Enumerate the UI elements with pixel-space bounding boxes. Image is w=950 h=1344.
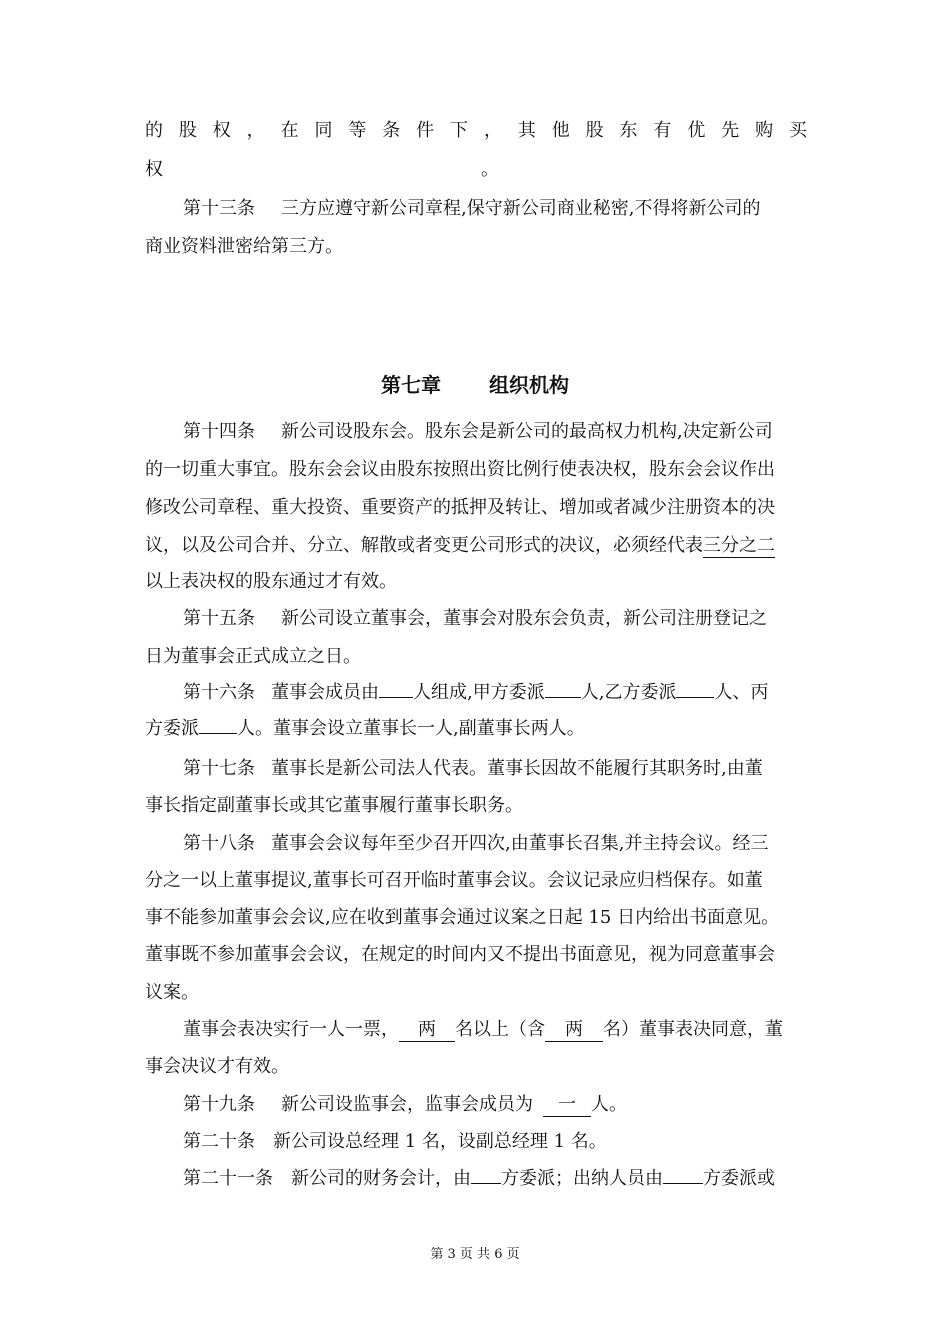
article-21 <box>183 1166 807 1192</box>
blank-field <box>676 697 714 698</box>
article-number: 第十八条 <box>183 833 255 854</box>
underlined-value: 两 <box>399 1019 455 1042</box>
chapter-number: 第七章 <box>381 373 441 397</box>
text-fragment: 方委派；出纳人员由 <box>501 1168 663 1189</box>
paragraph-line: 董事既不参加董事会会议，在规定的时间内又不提出书面意见，视为同意董事会 <box>145 944 775 965</box>
underlined-value: 三分之二 <box>703 535 775 556</box>
paragraph-line: 事会决议才有效。 <box>145 1056 289 1077</box>
article-text: 新公司设总经理 1 名，设副总经理 1 名。 <box>273 1131 607 1152</box>
article-18 <box>183 831 807 857</box>
text-fragment: 董事会表决实行一人一票， <box>183 1019 399 1040</box>
text-fragment: 人,乙方委派 <box>580 682 677 703</box>
blank-field <box>471 1183 501 1184</box>
article-text: 董事长是新公司法人代表。董事长因故不能履行其职务时,由董 <box>271 758 763 779</box>
article-number: 第二十条 <box>183 1131 255 1152</box>
blank-field <box>663 1183 703 1184</box>
paragraph-line: 分之一以上董事提议,董事长可召开临时董事会议。会议记录应归档保存。如董 <box>145 870 763 891</box>
article-text: 董事会会议每年至少召开四次,由董事长召集,并主持会议。经三 <box>271 833 769 854</box>
paragraph-line: 事长指定副董事长或其它董事履行董事长职务。 <box>145 795 523 816</box>
paragraph-line <box>145 716 807 742</box>
text-fragment: 方委派 <box>145 718 199 739</box>
paragraph-line: 商业资料泄密给第三方。 <box>145 236 343 257</box>
paragraph-line: 日为董事会正式成立之日。 <box>145 646 361 667</box>
article-number: 第十九条 <box>183 1094 255 1115</box>
underlined-value: 一 <box>543 1094 591 1117</box>
text-fragment: 人组成,甲方委派 <box>413 682 545 703</box>
text-fragment: 人。董事会设立董事长一人,副董事长两人。 <box>237 718 585 739</box>
article-16 <box>183 680 807 706</box>
article-text: 新公司设股东会。股东会是新公司的最高权力机构,决定新公司 <box>281 421 773 442</box>
text-fragment: 人。 <box>591 1094 627 1115</box>
paragraph-line: 以上表决权的股东通过才有效。 <box>145 571 397 592</box>
blank-field <box>545 697 581 698</box>
text-fragment: 新公司的财务会计，由 <box>291 1168 471 1189</box>
chapter-title <box>0 371 950 399</box>
text-fragment: 新公司设监事会，监事会成员为 <box>281 1094 533 1115</box>
chapter-name: 组织机构 <box>489 373 569 397</box>
article-number: 第十三条 <box>183 198 255 219</box>
paragraph-line: 的股权，在同等条件下，其他股东有优先购买 <box>145 120 807 141</box>
article-text: 三方应遵守新公司章程,保守新公司商业秘密,不得将新公司的 <box>281 198 761 219</box>
text-fragment: 人、丙 <box>714 682 769 703</box>
blank-field <box>199 733 237 734</box>
article-number: 第十六条 <box>183 682 255 703</box>
text-fragment: 议，以及公司合并、分立、解散或者变更公司形式的决议，必须经代表 <box>145 535 703 556</box>
article-13 <box>183 196 807 222</box>
article-number: 第二十一条 <box>183 1168 273 1189</box>
text-fragment: 方委派或 <box>703 1168 775 1189</box>
paragraph-line <box>145 157 807 183</box>
text-fragment: 名以上（含 <box>455 1019 545 1040</box>
text-fragment: 权 <box>145 159 163 180</box>
article-14 <box>183 419 807 445</box>
article-text: 新公司设立董事会，董事会对股东会负责，新公司注册登记之 <box>281 608 767 629</box>
paragraph-line <box>145 533 807 559</box>
paragraph-line: 议案。 <box>145 982 199 1003</box>
article-19 <box>183 1092 807 1118</box>
underlined-value: 两 <box>545 1019 603 1042</box>
article-number: 第十五条 <box>183 608 255 629</box>
article-15 <box>183 606 807 632</box>
page-footer: 第 3 页 共 6 页 <box>430 1247 520 1262</box>
vote-paragraph <box>183 1017 807 1043</box>
article-number: 第十四条 <box>183 421 255 442</box>
article-number: 第十七条 <box>183 758 255 779</box>
blank-field <box>379 697 413 698</box>
paragraph-line: 修改公司章程、重大投资、重要资产的抵押及转让、增加或者减少注册资本的决 <box>145 497 775 518</box>
paragraph-line: 事不能参加董事会会议,应在收到董事会通过议案之日起 15 日内给出书面意见。 <box>145 907 780 928</box>
text-fragment: 董事会成员由 <box>271 682 379 703</box>
paragraph-line: 的一切重大事宜。股东会会议由股东按照出资比例行使表决权，股东会会议作出 <box>145 459 775 480</box>
text-fragment: 。 <box>481 159 499 180</box>
article-17 <box>183 756 807 782</box>
text-fragment: 名）董事表决同意，董 <box>603 1019 783 1040</box>
article-20 <box>183 1129 807 1155</box>
